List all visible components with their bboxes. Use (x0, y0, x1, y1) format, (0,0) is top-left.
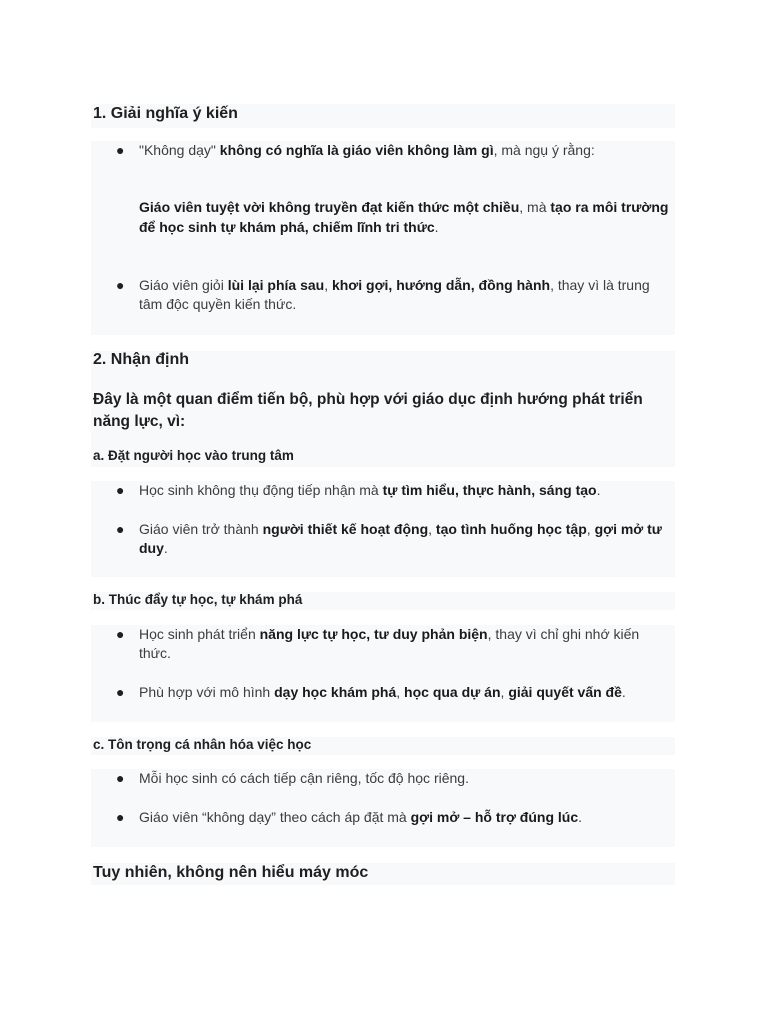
list-item: Giáo viên trở thành người thiết kế hoạt động, tạo tình huống học tập, gợi mở tư duy. (139, 521, 662, 556)
bullet-marker (116, 769, 124, 777)
section-3-title: Tuy nhiên, không nên hiểu máy móc (93, 864, 369, 881)
section-1-title: 1. Giải nghĩa ý kiến (93, 105, 238, 122)
bullet-marker (116, 683, 124, 691)
bullet-marker (116, 141, 124, 149)
bullet-marker (116, 481, 124, 489)
list-item: Học sinh phát triển năng lực tự học, tư duy phản biện, thay vì chỉ ghi nhớ kiến thức. (139, 626, 640, 661)
list-item: Giáo viên “không dạy” theo cách áp đặt mà gợi mở – hỗ trợ đúng lúc. (139, 809, 583, 825)
bullet-marker (116, 276, 124, 284)
list-item: "Không dạy" không có nghĩa là giáo viên không làm gì, mà ngụ ý rằng: (139, 142, 595, 158)
bullet-marker (116, 520, 124, 528)
section-2-title: 2. Nhận định (93, 351, 189, 368)
section-2-lead: Đây là một quan điểm tiến bộ, phù hợp với giáo dục định hướng phát triển năng lực, vì: (93, 391, 643, 430)
highlight-quote: Giáo viên tuyệt vời không truyền đạt kiến thức một chiều, mà tạo ra môi trường để học sinh tự khám phá, chiếm lĩnh tri thức. (139, 199, 669, 235)
list-item: Giáo viên giỏi lùi lại phía sau, khơi gợi, hướng dẫn, đồng hành, thay vì là trung tâm độc quyền kiến thức. (139, 277, 650, 312)
bullet-marker (116, 625, 124, 633)
list-item: Học sinh không thụ động tiếp nhận mà tự tìm hiểu, thực hành, sáng tạo. (139, 482, 601, 498)
subsection-c-title: c. Tôn trọng cá nhân hóa việc học (93, 737, 312, 752)
list-item: Phù hợp với mô hình dạy học khám phá, học qua dự án, giải quyết vấn đề. (139, 684, 626, 700)
subsection-a-title: a. Đặt người học vào trung tâm (93, 448, 294, 463)
subsection-b-title: b. Thúc đẩy tự học, tự khám phá (93, 592, 303, 607)
list-item: Mỗi học sinh có cách tiếp cận riêng, tốc độ học riêng. (139, 770, 469, 786)
bullet-marker (116, 808, 124, 816)
